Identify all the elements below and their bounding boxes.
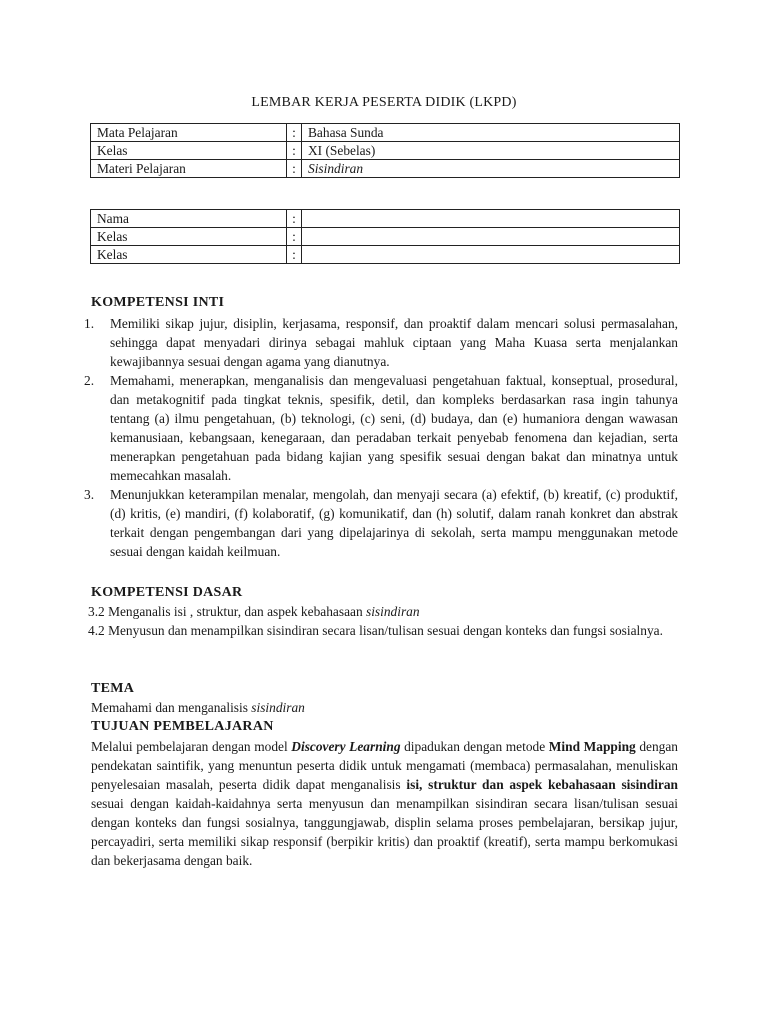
row-value [302, 210, 680, 228]
list-item [84, 485, 678, 561]
table-row [91, 160, 680, 178]
focus-text: isi, struktur dan aspek kebahasaan sisindiran [406, 777, 679, 792]
subject-info-table [90, 123, 680, 178]
student-info-table [90, 209, 680, 264]
tujuan-text: dengan pendekatan saintifik, yang menuntun peserta didik untuk mengamati (membaca) permasalahan, menuliskan penyelesaian masalah, peserta didik dapat menganalisis [91, 739, 678, 792]
row-label: Kelas [91, 142, 287, 160]
row-label: Kelas [91, 228, 287, 246]
table-row [91, 246, 680, 264]
row-colon: : [287, 142, 302, 160]
tujuan-paragraph [91, 737, 678, 870]
tema-prefix: Memahami dan menganalisis [91, 700, 252, 715]
row-colon: : [287, 160, 302, 178]
row-label: Nama [91, 210, 287, 228]
row-label: Kelas [91, 246, 287, 264]
tema-heading: TEMA [91, 681, 135, 696]
kd-item [88, 602, 678, 621]
material-name: Sisindiran [308, 161, 364, 176]
item-number: 2. [84, 373, 95, 388]
kompetensi-inti-heading: KOMPETENSI INTI [91, 295, 225, 310]
row-colon: : [287, 210, 302, 228]
row-colon: : [287, 124, 302, 142]
row-value [302, 228, 680, 246]
list-item [84, 371, 678, 485]
document-title: LEMBAR KERJA PESERTA DIDIK (LKPD) [251, 95, 517, 110]
kompetensi-inti-list [84, 314, 678, 561]
tujuan-text: dipadukan dengan metode [400, 739, 549, 754]
row-value [302, 246, 680, 264]
model-name: Discovery Learning [291, 739, 401, 754]
method-name: Mind Mapping [548, 739, 636, 754]
kd-italic: sisindiran [366, 604, 420, 619]
row-value [302, 160, 680, 178]
tema-italic: sisindiran [251, 700, 305, 715]
row-value: XI (Sebelas) [302, 142, 680, 160]
item-text: Memahami, menerapkan, menganalisis dan mengevaluasi pengetahuan faktual, konseptual, prosedural, dan metakognitif pada tingkat teknis, spesifik, detil, dan kompleks berdasarkan rasa ingin tahunya tentang (a) ilmu pengetahuan, (b) teknologi, (c) seni, (d) budaya, dan (e) humaniora dengan wawasan kemanusiaan, kebangsaan, kenegaraan, dan peradaban terkait penyebab fenomena dan kejadian, serta menerapkan pengetahuan pada bidang kajian yang spesifik sesuai dengan bakat dan minatnya untuk memecahkan masalah. [110, 373, 678, 483]
kd-item: 4.2 Menyusun dan menampilkan sisindiran secara lisan/tulisan sesuai dengan konteks dan fungsi sosialnya. [88, 623, 663, 638]
kd-text: 3.2 Menganalis isi , struktur, dan aspek kebahasaan [88, 604, 366, 619]
row-label: Mata Pelajaran [91, 124, 287, 142]
item-number: 3. [84, 487, 95, 502]
tujuan-text: Melalui pembelajaran dengan model [91, 739, 292, 754]
item-text: Memiliki sikap jujur, disiplin, kerjasama, responsif, dan proaktif dalam mencari solusi permasalahan, sehingga dapat menyadari dirinya sebagai mahluk ciptaan yang Maha Kuasa serta menjalankan kewajibannya sesuai dengan agama yang dianutnya. [110, 316, 678, 369]
list-item [84, 314, 678, 371]
item-text: Menunjukkan keterampilan menalar, mengolah, dan menyaji secara (a) efektif, (b) kreatif, (c) produktif, (d) kritis, (e) mandiri, (f) kolaboratif, (g) komunikatif, dan (h) solutif, dalam ranah konkret dan abstrak terkait dengan pengembangan dari yang dipelajarinya di sekolah, serta mampu menggunakan metode sesuai dengan kaidah keilmuan. [110, 487, 678, 559]
tujuan-text: sesuai dengan kaidah-kaidahnya serta menyusun dan menampilkan sisindiran secara lisan/tulisan sesuai dengan konteks dan fungsi sosialnya, tanggungjawab, displin selama proses pembelajaran, bersikap jujur, percayadiri, serta memiliki sikap responsif (berpikir kritis) dan proaktif (kreatif), serta mampu berkomukasi dan bekerjasama dengan baik. [91, 796, 678, 868]
row-colon: : [287, 228, 302, 246]
kompetensi-dasar-list [88, 602, 678, 640]
row-label: Materi Pelajaran [91, 160, 287, 178]
row-value: Bahasa Sunda [302, 124, 680, 142]
table-row [91, 210, 680, 228]
table-row [91, 142, 680, 160]
tema-text [91, 698, 305, 717]
row-colon: : [287, 246, 302, 264]
kompetensi-dasar-heading: KOMPETENSI DASAR [91, 585, 243, 600]
table-row [91, 228, 680, 246]
item-number: 1. [84, 316, 95, 331]
tujuan-heading: TUJUAN PEMBELAJARAN [91, 719, 274, 734]
table-row [91, 124, 680, 142]
